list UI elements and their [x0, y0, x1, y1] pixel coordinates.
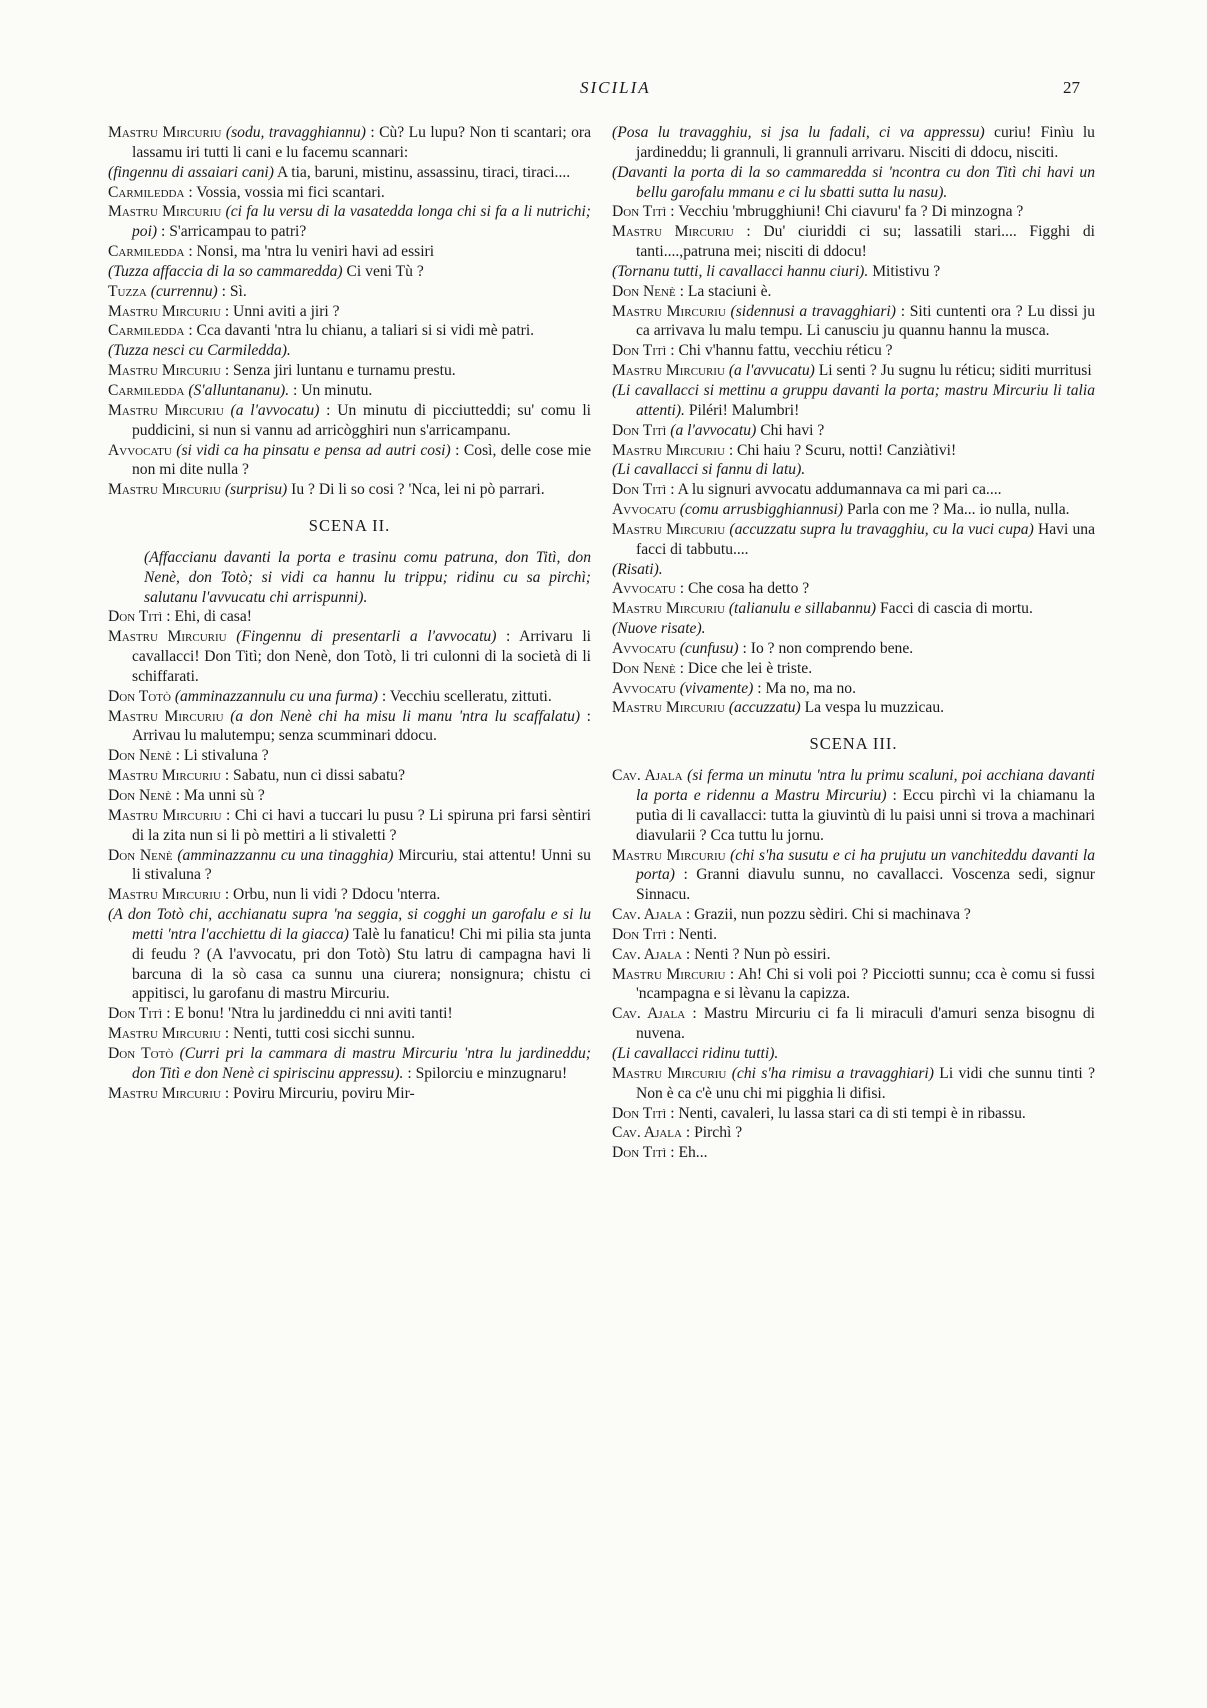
stage-direction: (cunfusu): [679, 639, 739, 657]
speaker-name: Mastru Mircuriu: [108, 481, 221, 499]
speaker-name: Avvocatu: [612, 639, 676, 657]
speaker-name: Mastru Mircuriu: [612, 302, 726, 320]
stage-direction: (si ferma un minutu 'ntra lu primu scaluni, poi acchiana davanti la porta e ridennu a Mastru Mircuriu): [636, 767, 1095, 804]
dialogue-line: [108, 441, 591, 481]
dialogue-line: [108, 1084, 591, 1104]
speaker-name: Mastru Mircuriu: [612, 965, 726, 983]
stage-direction: (a l'avvocatu): [230, 401, 320, 419]
speech-text: : Sabatu, nun ci dissi sabatu?: [224, 767, 405, 785]
speaker-name: Avvocatu: [612, 501, 676, 519]
stage-direction: (fingennu di assaiari cani): [108, 163, 274, 181]
speaker-name: Carmiledda: [108, 183, 185, 201]
speech-text: : Un minutu di picciutteddi; su' comu li puddicini, si nun si vannu ad arricògghiri nun s'arricampanu.: [132, 401, 591, 439]
speech-text: : Pirchì ?: [685, 1124, 743, 1142]
stage-direction: (vivamente): [679, 679, 754, 697]
stage-direction: (talianulu e sillabannu): [728, 600, 877, 618]
dialogue-line: [612, 341, 1095, 361]
page-number: 27: [1063, 78, 1080, 97]
stage-direction: (sodu, travagghiannu): [225, 124, 366, 141]
dialogue-line: [612, 905, 1095, 925]
speaker-name: Don Titì: [612, 203, 667, 221]
dialogue-line: [612, 1044, 1095, 1064]
dialogue-line: [108, 1044, 591, 1084]
dialogue-line: [108, 905, 591, 1004]
right-column: [612, 123, 1095, 1163]
speech-text: : Sì.: [221, 282, 247, 300]
stage-direction: (Li cavallacci si mettinu a gruppu davanti la porta; mastru Mircuriu li talia attenti).: [612, 381, 1095, 419]
dialogue-line: [108, 282, 591, 302]
speech-text: : Nenti, tutti cosi sicchi sunnu.: [224, 1025, 415, 1043]
dialogue-line: [612, 500, 1095, 520]
stage-direction: (ci fa lu versu di la vasatedda longa chi si fa a li nutrichi; poi): [132, 203, 591, 241]
stage-direction: (Li cavallacci ridinu tutti).: [612, 1044, 779, 1062]
dialogue-line: [612, 766, 1095, 845]
dialogue-line: [612, 560, 1095, 580]
dialogue-line: [612, 441, 1095, 461]
speech-text: : Arrivau lu malutempu; senza scumminari ddocu.: [132, 707, 591, 745]
dialogue-line: [612, 965, 1095, 1005]
speaker-name: Mastru Mircuriu: [108, 707, 224, 725]
stage-direction: (chi s'ha susutu e ci ha prujutu un vanchiteddu davanti la porta): [636, 846, 1095, 884]
speaker-name: Carmiledda: [108, 243, 185, 261]
speech-text: : Orbu, nun li vidi ? Ddocu 'nterra.: [224, 886, 441, 904]
speech-text: : Granni diavulu sunnu, no cavallacci. Voscenza sedi, signur Sinnacu.: [636, 866, 1095, 904]
speech-text: : La staciuni è.: [679, 282, 772, 300]
stage-direction: (amminazzannulu cu una furma): [174, 687, 378, 705]
speaker-name: Mastru Mircuriu: [108, 1084, 221, 1102]
dialogue-line: [108, 321, 591, 341]
speaker-name: Don Titì: [612, 1104, 667, 1122]
dialogue-line: [108, 687, 591, 707]
speech-text: Li senti ? Ju sugnu lu réticu; siditi murritusi: [818, 362, 1092, 380]
dialogue-line: [108, 381, 591, 401]
speaker-name: Don Titì: [612, 1144, 667, 1162]
stage-direction: (amminazzannu cu una tinagghia): [177, 846, 394, 864]
dialogue-line: [612, 202, 1095, 222]
left-blocks-b: [108, 607, 591, 1103]
speaker-name: Cav. Ajala: [612, 767, 683, 785]
speech-text: Iu ? Di li so cosi ? 'Nca, lei ni pò parrari.: [291, 481, 545, 499]
dialogue-line: [108, 766, 591, 786]
speaker-name: Mastru Mircuriu: [612, 846, 726, 864]
speech-text: La vespa lu muzzicau.: [804, 699, 945, 717]
dialogue-line: [612, 1064, 1095, 1104]
speech-text: : Poviru Mircuriu, poviru Mir-: [224, 1084, 415, 1102]
speech-text: Talè lu fanaticu! Chi mi pilia sta junta di feudu ? (A l'avvocatu, pri don Totò) Stu latru di campagna havi li barcuna di la sò casa ca sunnu una ciurera; nonsignura; chistu ci appitisci, lu garofanu di mastru Mircuriu.: [132, 925, 591, 1003]
dialogue-line: [612, 945, 1095, 965]
speech-text: : Ehi, di casa!: [166, 608, 252, 626]
dialogue-line: [612, 698, 1095, 718]
speaker-name: Mastru Mircuriu: [612, 1064, 727, 1082]
speech-text: : Vecchiu 'mbrugghiuni! Chi ciavuru' fa ? Di minzogna ?: [670, 203, 1024, 221]
dialogue-line: [108, 163, 591, 183]
stage-direction: (Tuzza affaccia di la so cammaredda): [108, 262, 343, 280]
speaker-name: Mastru Mircuriu: [612, 520, 726, 538]
dialogue-line: [612, 480, 1095, 500]
speaker-name: Don Totò: [108, 1044, 174, 1062]
dialogue-line: [108, 401, 591, 441]
speech-text: : Dice che lei è triste.: [679, 659, 813, 677]
speech-text: : Mastru Mircuriu ci fa li miraculi d'amuri senza bisognu di nuvena.: [636, 1005, 1095, 1043]
dialogue-line: [108, 746, 591, 766]
stage-direction: (accuzzatu supra lu travagghiu, cu la vuci cupa): [729, 520, 1034, 538]
stage-direction: (Li cavallacci si fannu di latu).: [612, 461, 806, 479]
speaker-name: Don Titì: [108, 608, 163, 626]
dialogue-line: [108, 885, 591, 905]
speech-text: : Io ? non comprendo bene.: [742, 639, 914, 657]
dialogue-line: [108, 1004, 591, 1024]
speech-text: Mircuriu, stai attentu! Unni su li stivaluna ?: [132, 846, 591, 884]
page-header: [0, 78, 1207, 102]
dialogue-line: [612, 1104, 1095, 1124]
speech-text: A tia, baruni, mistinu, assassinu, tiraci, tiraci....: [276, 163, 571, 181]
right-blocks-b: [612, 766, 1095, 1163]
speech-text: : Nenti ? Nun pò essiri.: [685, 945, 831, 963]
stage-direction: (S'alluntananu).: [188, 381, 290, 399]
dialogue-line: [612, 679, 1095, 699]
speech-text: Havi una facci di tabbutu....: [636, 520, 1096, 558]
speaker-name: Mastru Mircuriu: [108, 203, 222, 221]
speaker-name: Don Titì: [612, 342, 667, 360]
speech-text: : Che cosa ha detto ?: [679, 580, 810, 598]
right-blocks-a: [612, 123, 1095, 718]
stage-direction: (a don Nenè chi ha misu li manu 'ntra lu scaffalatu): [230, 707, 581, 725]
dialogue-line: [612, 925, 1095, 945]
speaker-name: Mastru Mircuriu: [108, 401, 224, 419]
speaker-name: Don Nenè: [108, 747, 172, 765]
stage-direction: (A don Totò chi, acchianatu supra 'na seggia, si cogghi un garofalu e si lu metti 'ntra l'acchiettu di la giacca): [108, 906, 591, 943]
speech-text: : Cca davanti 'ntra lu chianu, a taliari si si vidi mè patri.: [188, 322, 535, 340]
stage-direction: (Nuove risate).: [612, 620, 706, 638]
speaker-name: Don Totò: [108, 687, 171, 705]
speech-text: : Nonsi, ma 'ntra lu veniri havi ad essiri: [188, 243, 435, 261]
stage-direction: (chi s'ha rimisu a travagghiari): [731, 1064, 934, 1082]
dialogue-line: [612, 520, 1095, 560]
left-column: [108, 123, 591, 1104]
speaker-name: Mastru Mircuriu: [108, 124, 222, 141]
stage-direction: (a l'avvucatu): [728, 362, 815, 380]
speech-text: : Siti cuntenti ora ? Lu dissi ju ca arrivava lu malu tempu. Li canusciu ju quannu hannu la musca.: [636, 302, 1095, 340]
stage-direction: (surprisu): [224, 481, 288, 499]
speaker-name: Don Titì: [108, 1005, 163, 1023]
stage-direction: (a l'avvocatu): [670, 421, 757, 439]
speaker-name: Mastru Mircuriu: [108, 628, 227, 646]
speech-text: : Chi haiu ? Scuru, notti! Canziàtivi!: [728, 441, 957, 459]
speech-text: : Vecchiu scelleratu, zittuti.: [381, 687, 552, 705]
speech-text: : Ma unni sù ?: [175, 787, 265, 804]
dialogue-line: [612, 659, 1095, 679]
speech-text: : Chi v'hannu fattu, vecchiu réticu ?: [670, 342, 893, 360]
speech-text: Li vidi che sunnu tinti ? Non è ca c'è unu chi mi pigghia li difisi.: [636, 1064, 1096, 1102]
dialogue-line: [108, 806, 591, 846]
dialogue-line: [612, 579, 1095, 599]
dialogue-line: [108, 707, 591, 747]
speaker-name: Don Titì: [612, 925, 667, 943]
dialogue-line: [612, 846, 1095, 906]
speaker-name: Mastru Mircuriu: [612, 699, 725, 717]
speech-text: : Eh...: [670, 1144, 708, 1162]
dialogue-line: [108, 123, 591, 163]
dialogue-line: [612, 123, 1095, 163]
dialogue-line: [108, 361, 591, 381]
dialogue-line: [612, 361, 1095, 381]
stage-direction: (comu arrusbigghiannusi): [679, 501, 844, 519]
speech-text: : Eccu pirchì vi la chiamanu la putìa di li cavallacci: tutta la giuvintù di lu paisi unni si trova a machinari diavularii ? Cca tuttu lu jornu.: [636, 787, 1095, 844]
speaker-name: Mastru Mircuriu: [612, 441, 725, 459]
dialogue-line: [108, 846, 591, 886]
speech-text: : Così, delle cose mie non mi dite nulla ?: [132, 441, 591, 479]
stage-direction: (Davanti la porta di la so cammaredda si 'ncontra cu don Titì chi havi un bellu garofalu mmanu e ci lu sbatti sutta lu nasu).: [612, 163, 1095, 201]
dialogue-line: [108, 786, 591, 806]
speech-text: : E bonu! 'Ntra lu jardineddu ci nni aviti tanti!: [166, 1005, 453, 1023]
stage-direction: (Tornanu tutti, li cavallacci hannu ciuri).: [612, 262, 869, 280]
speech-text: Chi havi ?: [760, 421, 825, 439]
speech-text: : Grazii, nun pozzu sèdiri. Chi si machinava ?: [685, 906, 971, 924]
speech-text: : Ah! Chi si voli poi ? Picciotti sunnu; cca è comu si fussi 'ncampagna e si lèvanu la capizza.: [636, 965, 1095, 1003]
dialogue-line: [612, 1004, 1095, 1044]
dialogue-line: [108, 242, 591, 262]
speaker-name: Mastru Mircuriu: [108, 767, 221, 785]
stage-direction: (Posa lu travagghiu, si jsa lu fadali, ci va appressu): [612, 124, 985, 141]
dialogue-line: [612, 421, 1095, 441]
dialogue-line: [612, 262, 1095, 282]
dialogue-line: [108, 341, 591, 361]
speaker-name: Carmiledda: [108, 381, 185, 399]
speech-text: : Senza jiri luntanu e turnamu prestu.: [224, 362, 456, 380]
speech-text: : Ma no, ma no.: [757, 679, 856, 697]
speaker-name: Don Nenè: [108, 787, 172, 804]
dialogue-line: [612, 282, 1095, 302]
speech-text: : Li stivaluna ?: [175, 747, 269, 765]
dialogue-line: [612, 163, 1095, 203]
dialogue-line: [612, 460, 1095, 480]
speaker-name: Don Titì: [612, 421, 667, 439]
dialogue-line: [612, 302, 1095, 342]
dialogue-line: [108, 183, 591, 203]
speech-text: : Un minutu.: [293, 381, 373, 399]
dialogue-line: [612, 1123, 1095, 1143]
speaker-name: Mastru Mircuriu: [612, 223, 734, 241]
stage-direction: (accuzzatu): [728, 699, 801, 717]
speech-text: Parla con me ? Ma... io nulla, nulla.: [846, 501, 1070, 519]
dialogue-line: [108, 202, 591, 242]
dialogue-line: [612, 599, 1095, 619]
speaker-name: Don Nenè: [108, 846, 173, 864]
speaker-name: Mastru Mircuriu: [612, 600, 725, 618]
dialogue-line: [108, 302, 591, 322]
speech-text: curiu! Finìu lu jardineddu; li grannuli, li grannuli arrivaru. Nisciti di ddocu, nisciti.: [636, 124, 1095, 161]
dialogue-line: [108, 1024, 591, 1044]
speech-text: Piléri! Malumbri!: [688, 401, 800, 419]
speech-text: : Spilorciu e minzugnaru!: [407, 1064, 568, 1082]
speaker-name: Avvocatu: [612, 679, 676, 697]
dialogue-line: [612, 222, 1095, 262]
dialogue-line: [612, 381, 1095, 421]
speaker-name: Mastru Mircuriu: [108, 1025, 221, 1043]
stage-direction: (Curri pri la cammara di mastru Mircuriu 'ntra lu jardineddu; don Titì e don Nenè ci spiriscinu appressu).: [132, 1044, 591, 1082]
dialogue-line: [612, 619, 1095, 639]
speech-text: : Nenti, cavaleri, lu lassa stari ca di sti tempi è in ribassu.: [670, 1104, 1026, 1122]
running-title: SICILIA: [580, 78, 651, 97]
speech-text: Facci di cascia di mortu.: [880, 600, 1033, 618]
speaker-name: Cav. Ajala: [612, 945, 682, 963]
speaker-name: Cav. Ajala: [612, 1124, 682, 1142]
speaker-name: Tuzza: [108, 282, 147, 300]
stage-direction: (Affaccianu davanti la porta e trasinu comu patruna, don Titì, don Nenè, don Totò; si vidi ca hannu lu trippu; ridinu cu sa pirchì; salutanu l'avvucatu chi arrispunni).: [144, 548, 591, 606]
speech-text: : Nenti.: [670, 925, 718, 943]
speech-text: Mitistivu ?: [872, 262, 941, 280]
stage-direction: (currennu): [150, 282, 218, 300]
speech-text: : Unni aviti a jiri ?: [224, 302, 340, 320]
speaker-name: Mastru Mircuriu: [108, 886, 221, 904]
speech-text: : A lu signuri avvocatu addumannava ca mi pari ca....: [670, 481, 1002, 499]
speaker-name: Don Titì: [612, 481, 667, 499]
speech-text: Ci veni Tù ?: [346, 262, 424, 280]
stage-direction: (Fingennu di presentarli a l'avvocatu): [236, 628, 497, 646]
speech-text: : Cù? Lu lupu? Non ti scantari; ora lassamu iri tutti li cani e lu facemu scannari:: [132, 124, 591, 161]
stage-direction: (si vidi ca ha pinsatu e pensa ad autri cosi): [176, 441, 451, 459]
dialogue-line: [108, 480, 591, 500]
speech-text: : Du' ciuriddi ci su; lassatili stari.... Figghi di tanti....,patruna mei; nisciti di ddocu!: [636, 223, 1095, 261]
speech-text: : Chi ci havi a tuccari lu pusu ? Li spiruna pri farsi sèntiri di la zita nun si li pò mettiri a li stivaletti ?: [132, 806, 591, 844]
stage-direction: (sidennusi a travagghiari): [730, 302, 896, 320]
speaker-name: Cav. Ajala: [612, 906, 682, 924]
stage-direction: (Risati).: [612, 560, 663, 578]
speech-text: : Vossia, vossia mi fici scantari.: [188, 183, 385, 201]
speaker-name: Avvocatu: [108, 441, 172, 459]
speech-text: : S'arricampau to patri?: [161, 223, 307, 241]
speaker-name: Mastru Mircuriu: [108, 362, 221, 380]
dialogue-line: [612, 1143, 1095, 1163]
speaker-name: Mastru Mircuriu: [612, 362, 725, 380]
dialogue-line: [108, 262, 591, 282]
speaker-name: Mastru Mircuriu: [108, 806, 222, 824]
dialogue-line: [108, 627, 591, 687]
speaker-name: Don Nenè: [612, 659, 676, 677]
speaker-name: Cav. Ajala: [612, 1005, 686, 1023]
speech-text: : Arrivaru li cavallacci! Don Titì; don Nenè, don Totò, li tri culonni di la società di li schiffarati.: [132, 628, 592, 685]
dialogue-line: [612, 639, 1095, 659]
speaker-name: Avvocatu: [612, 580, 676, 598]
dialogue-line: [108, 607, 591, 627]
speaker-name: Don Nenè: [612, 282, 676, 300]
speaker-name: Carmiledda: [108, 322, 185, 340]
scene-title: SCENA II.: [308, 516, 391, 536]
speaker-name: Mastru Mircuriu: [108, 302, 221, 320]
stage-direction: (Tuzza nesci cu Carmiledda).: [108, 342, 291, 360]
left-blocks-a: [108, 123, 591, 500]
scene-title: SCENA III.: [809, 734, 898, 754]
